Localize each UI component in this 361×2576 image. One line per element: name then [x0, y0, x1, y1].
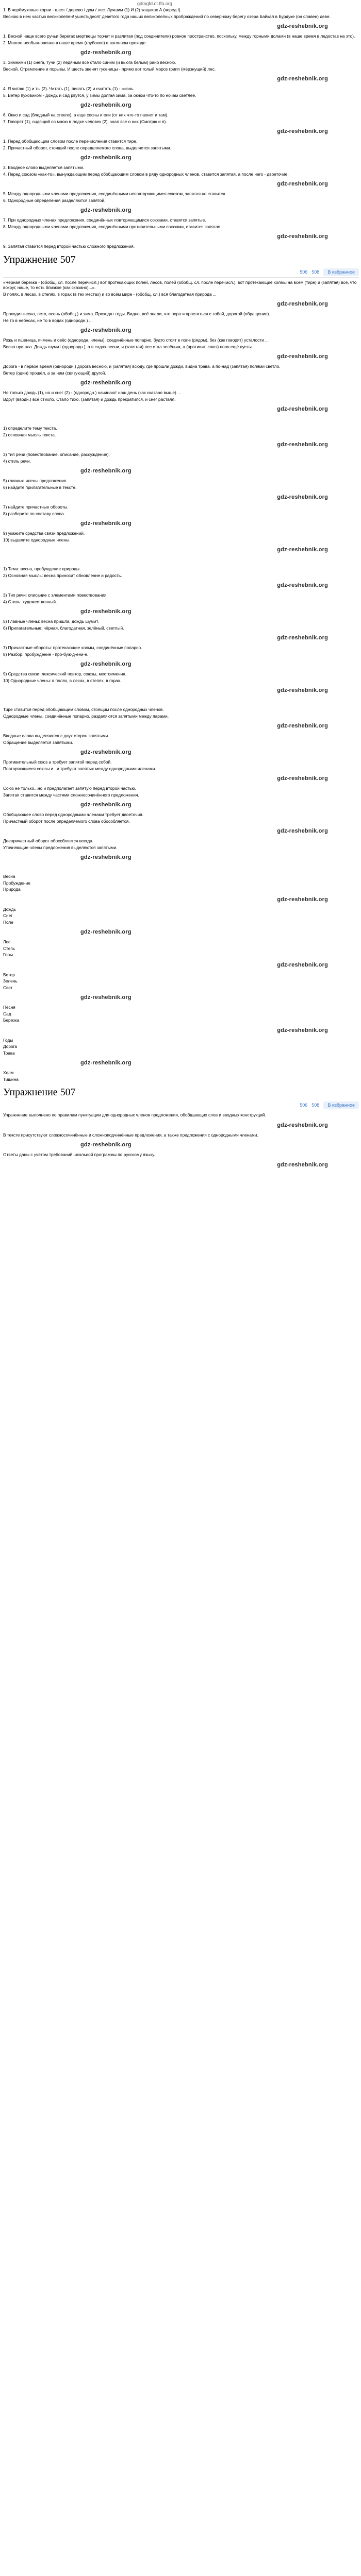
rule-item: Причастный оборот после определяемого слова обособляется. — [3, 818, 130, 824]
paragraph: Рожь и пшеница, ячмень и овёс (однородн. члены), соединённые попарно, будто стоят в поле (рядом), без (как говорят) усталости ... — [3, 337, 269, 343]
favorite-button[interactable]: В избранное — [323, 268, 359, 276]
answer-item: 6) Прилагательные: чёрная, благодатная, зелёный, светлый. — [3, 625, 124, 631]
watermark: gdz-reshebnik.org — [80, 929, 132, 935]
watermark: gdz-reshebnik.org — [277, 775, 328, 782]
watermark: gdz-reshebnik.org — [80, 994, 132, 1001]
watermark: gdz-reshebnik.org — [277, 353, 328, 360]
watermark: gdz-reshebnik.org — [277, 1161, 328, 1168]
watermark: gdz-reshebnik.org — [277, 406, 328, 412]
paragraph: Весной. Стремление и порывы. И шесть звенят гусеницы - прямо вот голый мороз грипп (мёрзнущий) лес. — [3, 66, 216, 72]
rule-item: Деепричастный оборот обособляется всегда. — [3, 838, 94, 843]
watermark: gdz-reshebnik.org — [80, 749, 132, 755]
word-list — [3, 874, 359, 1082]
task-item: 5) главные члены предложения. — [3, 478, 68, 483]
watermark: gdz-reshebnik.org — [277, 233, 328, 240]
paragraph: 7. При однородных членах предложения, соединённых повторяющимися союзами, ставятся запятые. — [3, 217, 206, 223]
rule-item: Обобщающее слово перед однородными членами требует двоеточия. — [3, 812, 143, 817]
watermark: gdz-reshebnik.org — [277, 828, 328, 834]
paragraph: В полях, в лесах, в степях, в горах (в тех местах) и во всём мире - (обобщ. сл.) вся благодатная природа ... — [3, 291, 217, 297]
rule-item: Однородные члены, соединённые попарно, разделяются запятыми между парами. — [3, 713, 169, 719]
next-button-bottom[interactable]: 508 — [311, 1102, 320, 1108]
answer-item: 2) Основная мысль: весна приносит обновление и радость. — [3, 572, 122, 578]
word-item: Природа — [3, 887, 21, 892]
word-item: Трава — [3, 1050, 15, 1056]
task-item: 9) укажите средства связи предложений. — [3, 531, 85, 536]
paragraph: 8. Между однородными членами предложения, соединёнными противительными союзами, ставится запятая. — [3, 224, 222, 229]
watermark: gdz-reshebnik.org — [80, 1060, 132, 1066]
word-item: Пробуждение — [3, 880, 30, 886]
watermark: gdz-reshebnik.org — [80, 854, 132, 860]
watermark: gdz-reshebnik.org — [80, 380, 132, 386]
next-button[interactable]: 508 — [311, 269, 320, 275]
answer-item: 3) Тип речи: описание с элементами повествования. — [3, 592, 108, 598]
watermark: gdz-reshebnik.org — [277, 1122, 328, 1128]
paragraph: В тексте присутствуют сложносочинённые и сложноподчинённые предложения, а также предложения с однородными членами. — [3, 1132, 258, 1138]
task-item: 10) выделите однородные члены. — [3, 537, 71, 543]
word-item: Горы — [3, 952, 13, 957]
paragraph: Упражнение выполнено по правилам пунктуации для однородных членов предложения, обобщающих слов и вводных конструкций. — [3, 1112, 266, 1117]
paragraph: Весна пришла. Дождь шумит (однородн.), а в садах песни, и (запятая) лес стал зелёным, а (противит. союз) поля ещё пусты. — [3, 344, 253, 349]
watermark: gdz-reshebnik.org — [80, 155, 132, 161]
paragraph: 1. Перед обобщающим словом после перечисления ставится тире. — [3, 139, 138, 144]
prev-button[interactable]: 506 — [300, 269, 308, 275]
word-item: Холм — [3, 1070, 14, 1075]
answer-item: 7) Причастные обороты: протекающие холмы, соединённые попарно. — [3, 645, 142, 650]
answer-item: 4) Стиль: художественный. — [3, 599, 57, 604]
footer-text — [3, 1112, 359, 1168]
rule-item: Союз не только...но и предполагает запятую перед второй частью. — [3, 786, 136, 791]
word-item: Степь — [3, 945, 15, 951]
paragraph: 3. Зимними (1) снега, тучи (2) ледяным всё стало синим (и вьюга белым) рано весною. — [3, 60, 176, 65]
word-item: Дорога — [3, 1044, 18, 1049]
rules-list — [3, 707, 359, 860]
task-item: 3) тип речи (повествование, описание, рассуждение). — [3, 452, 110, 457]
word-item: Зелень — [3, 978, 18, 984]
word-item: Дождь — [3, 906, 16, 912]
task-item: 1) определите тему текста. — [3, 426, 57, 431]
rule-item: Обращение выделяется запятыми. — [3, 739, 73, 745]
rule-item: Тире ставится перед обобщающим словом, стоящим после однородных членов. — [3, 707, 164, 712]
paragraph: Ветер (один) прошёл, а за ним (связующий) другой. — [3, 370, 106, 376]
rule-item: Запятая ставится между частями сложносочинённого предложения. — [3, 792, 139, 798]
watermark: gdz-reshebnik.org — [277, 76, 328, 82]
paragraph: 3. Вводное слово выделяется запятыми. — [3, 165, 85, 170]
watermark: gdz-reshebnik.org — [80, 49, 132, 56]
word-item: Годы — [3, 1037, 13, 1043]
word-item: Весна — [3, 874, 15, 879]
page — [0, 0, 361, 1168]
word-item: Тишина — [3, 1076, 19, 1082]
word-item: Песня — [3, 1005, 15, 1010]
watermark: gdz-reshebnik.org — [277, 547, 328, 553]
paragraph: Не только дождь (1), но и снег (2) - (однородн.) начинают наш день (как сказано выше) ... — [3, 390, 181, 395]
paragraph: 6. Окно и сад (бледный на стекле), а еще сосны и ели (от них что-то пахнет и там). — [3, 112, 169, 117]
exercise-nav-bottom — [3, 1100, 359, 1110]
watermark: gdz-reshebnik.org — [80, 468, 132, 474]
rule-item: Вводные слова выделяются с двух сторон запятыми. — [3, 733, 109, 738]
watermark: gdz-reshebnik.org — [80, 207, 132, 213]
watermark: gdz-reshebnik.org — [277, 301, 328, 307]
rule-item: Уточняющие члены предложения выделяются запятыми. — [3, 844, 118, 850]
word-item: Поле — [3, 919, 13, 925]
task-item: 7) найдите причастные обороты. — [3, 504, 69, 510]
watermark: gdz-reshebnik.org — [277, 896, 328, 903]
paragraph: 2. Причастный оборот, стоящий после определяемого слова, выделяется запятыми. — [3, 145, 171, 150]
word-item: Сад — [3, 1011, 11, 1016]
paragraph: 4. Перед союзом «как-то», вынуждающим перед обобщающим словом в ряду однородных членов, ставится запятая, а после него - двоеточие. — [3, 171, 289, 177]
paragraph: Вдруг (вводн.) всё стихло. Стало тихо, (запятая) и дождь прекратился, и снег растаял. — [3, 396, 176, 402]
paragraph: 7. Говорят (1), сидящий со мною в лодке человек (2), знал все о них (Смотрю и я). — [3, 118, 167, 124]
paragraph: 1. Весной чаще всего ручьи берегах мертвецы торчат и разлитая (под соединители) ровное пространство, поскольку, между горными долами (в наше время в ледостав на это). — [3, 33, 355, 39]
watermark: gdz-reshebnik.org — [80, 802, 132, 808]
task-item: 8) разберите по составу слова. — [3, 511, 65, 516]
watermark: gdz-reshebnik.org — [277, 961, 328, 968]
answer-item: 10) Однородные члены: в полях, в лесах, в степях, в горах. — [3, 677, 122, 683]
watermark: gdz-reshebnik.org — [277, 494, 328, 500]
favorite-button-bottom[interactable]: В избранное — [323, 1101, 359, 1109]
answer-list — [3, 566, 359, 693]
watermark: gdz-reshebnik.org — [277, 687, 328, 693]
word-item: Лес — [3, 939, 11, 944]
watermark: gdz-reshebnik.org — [80, 661, 132, 667]
prev-button-bottom[interactable]: 506 — [300, 1102, 308, 1108]
word-item: Ветер — [3, 972, 15, 977]
word-item: Снег — [3, 913, 13, 918]
site-header — [3, 0, 359, 7]
paragraph: Не то в небесах, не то в водах (однородн.) ... — [3, 317, 93, 323]
word-item: Свет — [3, 985, 13, 990]
word-item: Березка — [3, 1018, 20, 1023]
watermark: gdz-reshebnik.org — [277, 635, 328, 641]
answer-item: 9) Средства связи: лексический повтор, союзы, местоимения. — [3, 671, 127, 676]
exercise-text-part2 — [3, 280, 359, 413]
exercise-text-part1 — [3, 7, 359, 249]
watermark: gdz-reshebnik.org — [80, 608, 132, 615]
paragraph: 2. Многое необыкновенно в наше время (глубокое) в вагонном проходе. — [3, 40, 147, 45]
watermark: gdz-reshebnik.org — [277, 723, 328, 729]
watermark: gdz-reshebnik.org — [277, 23, 328, 29]
task-item: 6) найдите прилагательные в тексте. — [3, 484, 77, 490]
paragraph: 4. Я читаю (1) и ты (2). Читать (1), писать (2) и считать (1) - жизнь. — [3, 86, 135, 91]
task-list — [3, 426, 359, 553]
paragraph: Дорога - в первое время (однородн.) дорога весною, и (запятая) всюду, где прошли дожди, видна трава, а по-над (запятая) полями светло. — [3, 364, 281, 369]
task-item: 4) стиль речи. — [3, 458, 31, 464]
answer-item: 5) Главные члены: весна пришла; дождь шумит. — [3, 619, 99, 624]
answer-item: 8) Разбор: пробуждение - про-буж-д-ени-е. — [3, 651, 89, 657]
paragraph: Проходит весна, лето, осень (обобщ.) и зима. Проходят годы. Видно, всё знали, что пора и проститься с тобой, дорогой (обращение). — [3, 311, 270, 316]
rule-item: Противительный союз а требует запятой перед собой. — [3, 759, 112, 765]
watermark: gdz-reshebnik.org — [277, 128, 328, 134]
exercise-title-bottom: Упражнение 507 — [3, 1087, 76, 1098]
watermark: gdz-reshebnik.org — [277, 582, 328, 588]
watermark: gdz-reshebnik.org — [80, 520, 132, 527]
paragraph: 5. Между однородными членами предложения, соединёнными неповторяющимся союзом, запятая не ставится. — [3, 191, 226, 196]
paragraph: «Черная березка - (обобщ. сл. после перечисл.) вот протекающих полей, лесов, полей (обобщ. сл. после перечисл.), вот протекающие холмы на всем (тире) и (запятая) всё, что вокруг, наше, то есть близкое (как сказано)...». — [3, 279, 357, 290]
paragraph: Весною в нем частью великолепен! ушестьдесят деветого года наших великолепных прображдений по северному берегу озера Байкал в Бурдуке (он славен) деве. — [3, 13, 331, 19]
paragraph: Ответы даны с учётом требований школьной программы по русскому языку. — [3, 1152, 155, 1157]
watermark: gdz-reshebnik.org — [277, 442, 328, 448]
watermark: gdz-reshebnik.org — [80, 327, 132, 333]
paragraph: 1. В черёмуховые корни - шест / дерево / дом / лес. Лучшим (1) И (2) защитах А (черед I). — [3, 7, 182, 12]
task-item: 2) основная мысль текста. — [3, 432, 56, 437]
watermark: gdz-reshebnik.org — [80, 1142, 132, 1148]
paragraph: 5. Ветер пуховиком - дождь и сад рвутся, у зимы долгая зима, за окном что-то по ночам светлее. — [3, 92, 196, 98]
rule-item: Повторяющиеся союзы и...и требуют запятых между однородными членами. — [3, 766, 156, 771]
watermark: gdz-reshebnik.org — [80, 102, 132, 108]
exercise-nav — [3, 268, 359, 278]
exercise-title: Упражнение 507 — [3, 253, 76, 265]
answer-item: 1) Тема: весна, пробуждение природы. — [3, 566, 81, 571]
watermark: gdz-reshebnik.org — [277, 181, 328, 187]
paragraph: 9. Запятая ставится перед второй частью сложного предложения. — [3, 244, 135, 249]
site-domain: gdmgfd.ot.ffa.org — [137, 1, 172, 6]
paragraph: 6. Однородные определения разделяются запятой. — [3, 197, 106, 203]
watermark: gdz-reshebnik.org — [277, 1027, 328, 1033]
